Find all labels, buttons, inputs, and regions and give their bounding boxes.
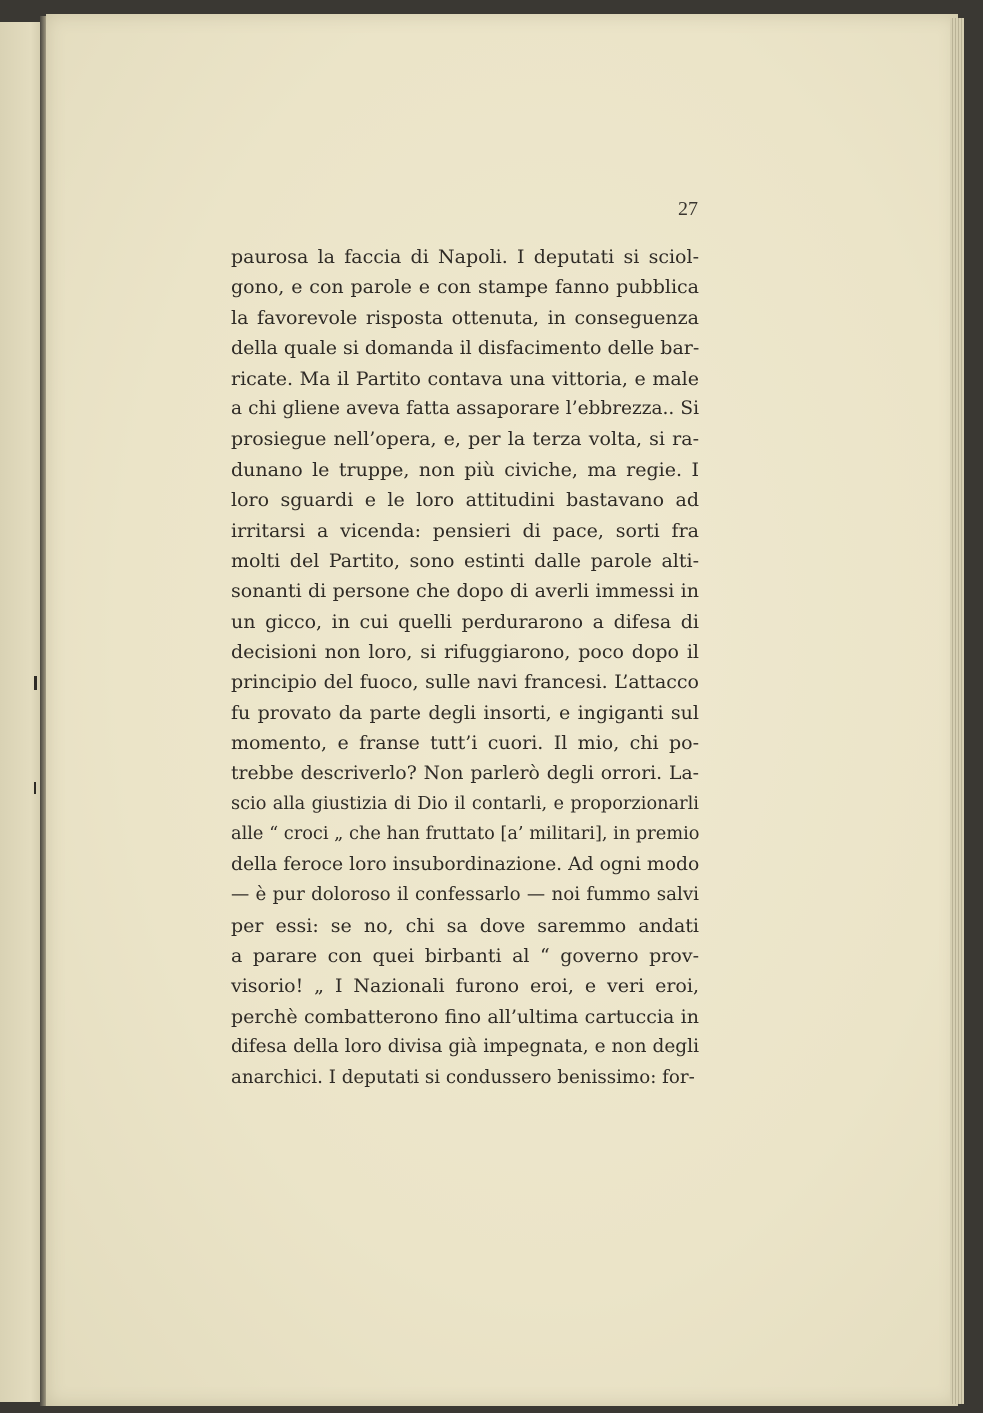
page-number: 27 [678,198,698,220]
text-line: loro sguardi e le loro attitudini bastavano ad [231,489,699,512]
text-line: momento, e franse tutt’i cuori. Il mio, chi po- [231,732,699,755]
text-line: a parare con quei birbanti al “ governo prov- [231,944,699,967]
text-line: per essi: se no, chi sa dove saremmo andati [231,914,699,937]
text-line: la favorevole risposta ottenuta, in conseguenza [231,306,699,329]
text-line: — è pur doloroso il confessarlo — noi fummo salvi [231,884,699,906]
text-line: alle “ croci „ che han fruttato [a’ militari], in premio [231,824,700,845]
text-line: trebbe descriverlo? Non parlerò degli orrori. La- [231,762,699,784]
previous-page-edge [0,22,44,1402]
text-line: ricate. Ma il Partito contava una vittoria, e male [231,367,699,390]
text-line: irritarsi a vicenda: pensieri di pace, sorti fra [231,519,699,542]
text-line: prosiegue nell’opera, e, per la terza volta, si ra- [231,428,699,451]
text-line: principio del fuoco, sulle navi francesi. L’attacco [231,671,699,694]
text-line: visorio! „ I Nazionali furono eroi, e veri eroi, [231,975,699,998]
text-line: molti del Partito, sono estinti dalle parole alti- [231,549,699,572]
body-text [231,242,699,1093]
text-line: perchè combatterono fino all’ultima cartuccia in [231,1005,699,1028]
text-line: dunano le truppe, non più civiche, ma regie. I [231,458,699,481]
text-line: a chi gliene aveva fatta assaporare l’ebbrezza.. Si [231,397,699,419]
margin-mark [34,782,36,794]
text-line: sonanti di persone che dopo di averli immessi in [231,580,699,603]
text-line: della feroce loro insubordinazione. Ad ogni modo [231,853,700,875]
text-line: gono, e con parole e con stampe fanno pubblica [231,276,699,299]
text-line: scio alla giustizia di Dio il contarli, e proporzionarli [231,794,699,815]
text-line: un gicco, in cui quelli perdurarono a difesa di [231,610,699,633]
text-line: della quale si domanda il disfacimento delle bar- [231,337,700,360]
page-stack-edge [950,18,964,1404]
margin-mark [34,676,37,690]
text-line: decisioni non loro, si rifuggiarono, poco dopo il [231,641,699,664]
text-line: paurosa la faccia di Napoli. I deputati si sciol- [231,246,699,268]
text-line: fu provato da parte degli insorti, e ingiganti sul [231,701,699,724]
text-line: difesa della loro divisa già impegnata, e non degli [231,1036,699,1058]
text-line: anarchici. I deputati si condussero benissimo: for- [231,1066,695,1088]
